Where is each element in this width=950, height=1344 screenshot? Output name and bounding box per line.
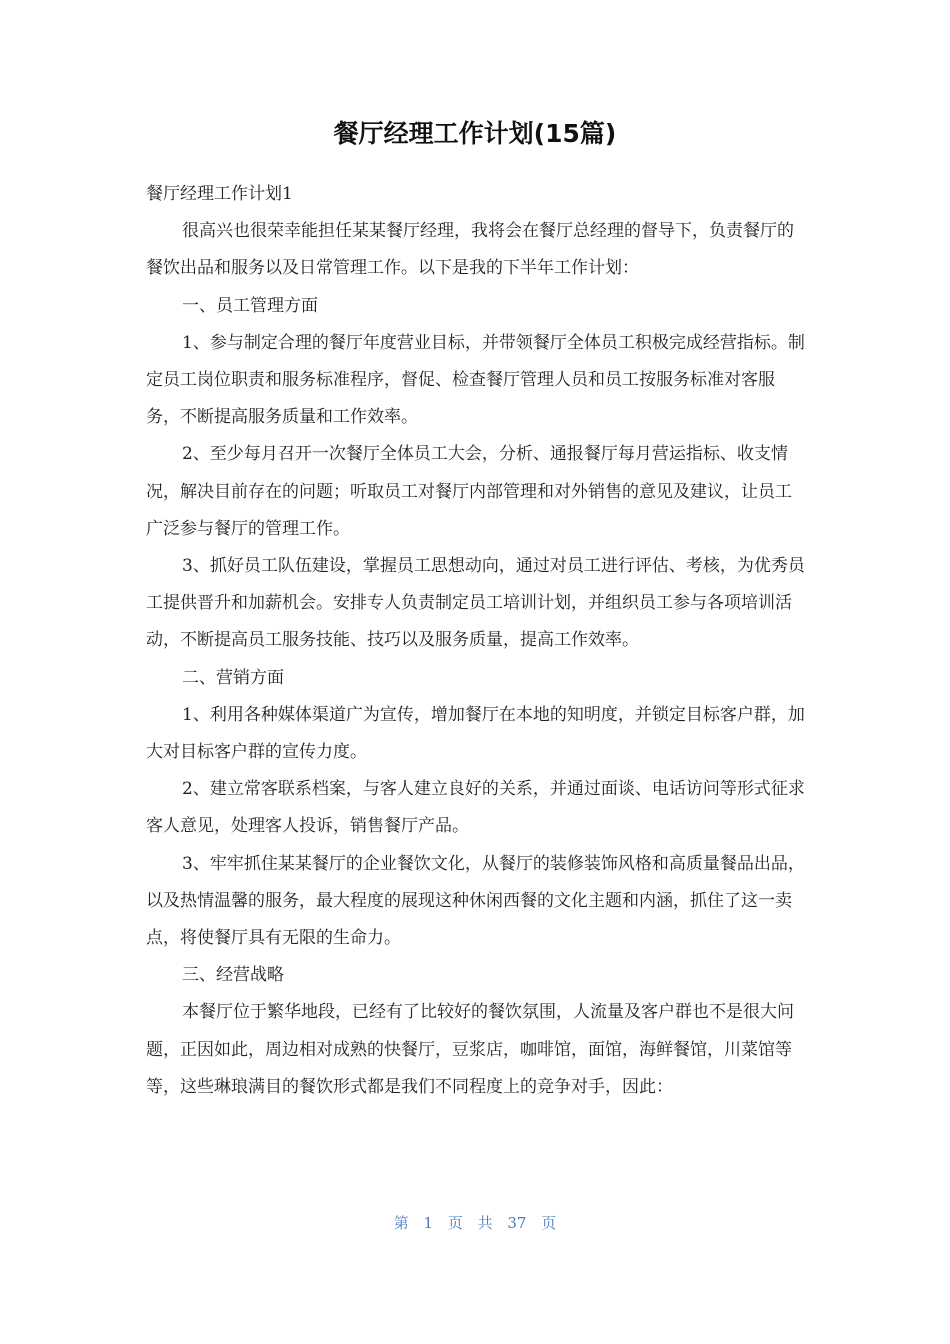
document-body bbox=[146, 176, 806, 1106]
heading-marketing: 二、营销方面 bbox=[182, 667, 284, 688]
section-heading: 餐厅经理工作计划1 bbox=[146, 184, 293, 204]
paragraph-intro: 很高兴也很荣幸能担任某某餐厅经理，我将会在餐厅总经理的督导下，负责餐厅的餐饮出品和服务以及日常管理工作。以下是我的下半年工作计划： bbox=[146, 221, 794, 279]
document-title: 餐厅经理工作计划(15篇) bbox=[333, 119, 617, 148]
paragraph-staff-3: 3、抓好员工队伍建设，掌握员工思想动向，通过对员工进行评估、考核，为优秀员工提供晋升和加薪机会。安排专人负责制定员工培训计划，并组织员工参与各项培训活动，不断提高员工服务技能、技巧以及服务质量，提高工作效率。 bbox=[146, 556, 805, 651]
heading-strategy: 三、经营战略 bbox=[182, 965, 284, 986]
page-number-footer: 第 1 页 共 37 页 bbox=[393, 1214, 557, 1232]
paragraph-staff-1: 1、参与制定合理的餐厅年度营业目标，并带领餐厅全体员工积极完成经营指标。制定员工岗位职责和服务标准程序，督促、检查餐厅管理人员和员工按服务标准对客服务，不断提高服务质量和工作效率。 bbox=[146, 332, 805, 428]
paragraph-staff-2: 2、至少每月召开一次餐厅全体员工大会，分析、通报餐厅每月营运指标、收支情况，解决目前存在的问题；听取员工对餐厅内部管理和对外销售的意见及建议，让员工广泛参与餐厅的管理工作。 bbox=[146, 444, 792, 539]
paragraph-marketing-1: 1、利用各种媒体渠道广为宣传，增加餐厅在本地的知明度，并锁定目标客户群，加大对目标客户群的宣传力度。 bbox=[146, 704, 805, 763]
paragraph-marketing-3: 3、牢牢抓住某某餐厅的企业餐饮文化，从餐厅的装修装饰风格和高质量餐品出品，以及热情温馨的服务，最大程度的展现这种休闲西餐的文化主题和内涵，抓住了这一卖点，将使餐厅具有无限的生命力。 bbox=[146, 853, 805, 949]
heading-staff-management: 一、员工管理方面 bbox=[182, 295, 318, 316]
paragraph-marketing-2: 2、建立常客联系档案，与客人建立良好的关系，并通过面谈、电话访问等形式征求客人意见，处理客人投诉，销售餐厅产品。 bbox=[146, 779, 805, 837]
paragraph-strategy: 本餐厅位于繁华地段，已经有了比较好的餐饮氛围，人流量及客户群也不是很大问题，正因如此，周边相对成熟的快餐厅，豆浆店，咖啡馆，面馆，海鲜餐馆，川菜馆等等，这些琳琅满目的餐饮形式都是我们不同程度上的竞争对手，因此： bbox=[146, 1002, 794, 1097]
